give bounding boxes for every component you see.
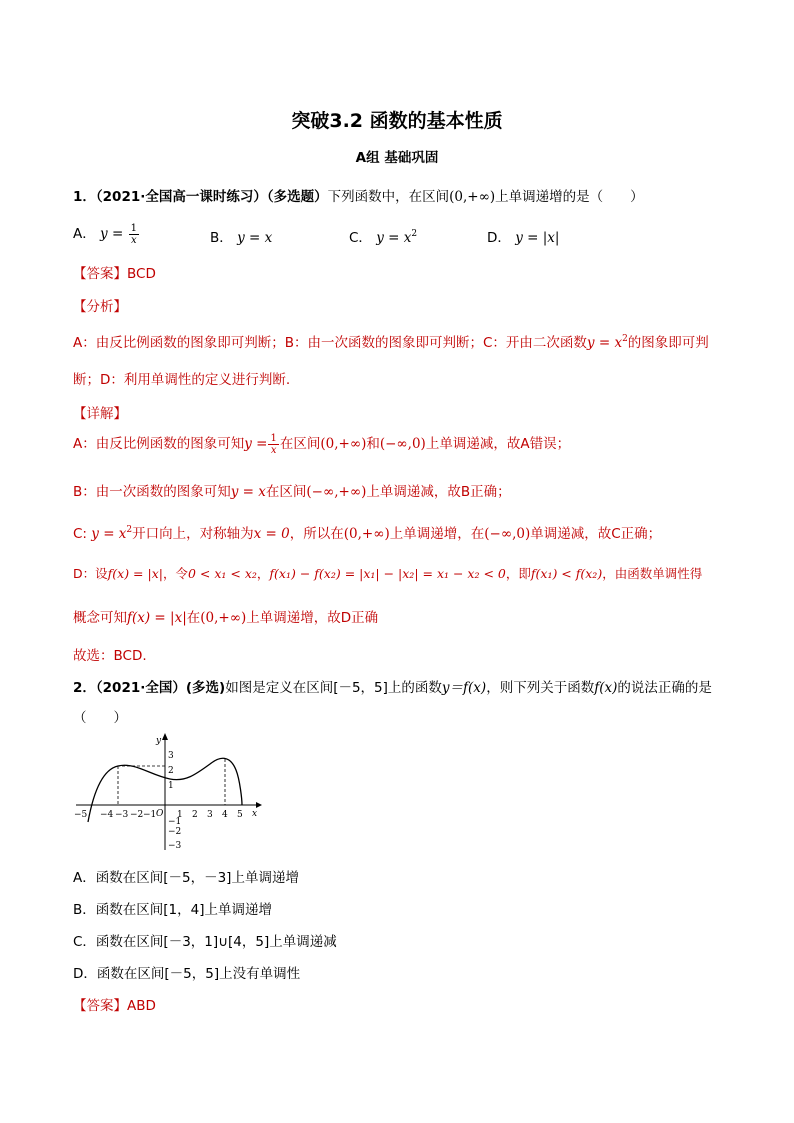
detail-text: 在区间 bbox=[265, 484, 307, 500]
detail-text: 在 bbox=[186, 610, 201, 626]
y-axis-label: y bbox=[156, 736, 162, 746]
superscript: 2 bbox=[622, 334, 628, 344]
question-number: 1． bbox=[73, 189, 96, 205]
x-tick: −5 bbox=[74, 810, 88, 820]
detail-text: ，所以在 bbox=[289, 526, 344, 542]
detail-text: 上单调递增，在 bbox=[389, 526, 485, 542]
interval-math: (0,+∞) bbox=[200, 610, 247, 626]
detail-text: 单调递减，故C正确； bbox=[530, 526, 662, 542]
detail-math: y = bbox=[244, 436, 268, 452]
detail-text: ，即 bbox=[505, 566, 531, 581]
question-2-stem bbox=[73, 676, 712, 696]
analysis-text: 的图象即可判 bbox=[627, 335, 709, 351]
question-text: ，则下列关于函数 bbox=[486, 680, 595, 696]
detail-math: 0 < x₁ < x₂ bbox=[187, 566, 257, 581]
detail-math: x = 0 bbox=[253, 526, 290, 542]
detail-text: 和 bbox=[366, 436, 380, 452]
detail-text: C: bbox=[73, 526, 87, 542]
fraction-numerator: 1 bbox=[130, 222, 137, 234]
answer-line bbox=[73, 262, 156, 282]
question-math: f(x) bbox=[594, 680, 618, 696]
fraction-denominator: x bbox=[270, 444, 277, 456]
detail-text: D：设 bbox=[73, 566, 108, 581]
y-tick: −2 bbox=[168, 827, 182, 837]
detail-math: f(x) = |x| bbox=[127, 610, 187, 626]
fraction bbox=[268, 433, 278, 456]
x-tick: 3 bbox=[207, 810, 213, 820]
x-tick: 4 bbox=[222, 810, 228, 820]
y-axis-arrow-icon bbox=[162, 733, 168, 740]
option-label: C． bbox=[349, 230, 372, 246]
analysis-math: y = x bbox=[586, 335, 623, 351]
y-tick: −1 bbox=[168, 817, 182, 827]
x-axis-arrow-icon bbox=[256, 802, 262, 808]
detail-text: 开口向上，对称轴为 bbox=[132, 526, 254, 542]
detail-math: f(x) = |x| bbox=[107, 566, 163, 581]
question-1-stem bbox=[73, 185, 644, 205]
y-tick: 1 bbox=[168, 781, 174, 791]
fraction-denominator: x bbox=[130, 234, 137, 246]
section-heading: A组 基础巩固 bbox=[355, 150, 439, 166]
x-tick: −1 bbox=[143, 810, 157, 820]
detail-text: A：由反比例函数的图象可知 bbox=[73, 436, 245, 452]
analysis-text: A：由反比例函数的图象即可判断；B：由一次函数的图象即可判断；C：开由二次函数 bbox=[73, 335, 587, 351]
analysis-line-1 bbox=[73, 331, 709, 351]
interval-math: (0,+∞) bbox=[449, 189, 496, 205]
x-tick: 5 bbox=[237, 810, 243, 820]
page-title: 突破3.2 函数的基本性质 bbox=[291, 110, 503, 132]
question-number: 2． bbox=[73, 680, 96, 696]
question-text: 下列函数中，在区间 bbox=[327, 189, 450, 205]
question-text-end: 上单调递增的是（ ） bbox=[495, 189, 644, 205]
detail-text: 概念可知 bbox=[73, 610, 127, 626]
option-label: D． bbox=[487, 230, 511, 246]
detail-a bbox=[73, 432, 570, 456]
detail-d bbox=[73, 564, 702, 582]
option-label: A． bbox=[73, 226, 96, 242]
answer-blank: （ ） bbox=[73, 710, 127, 726]
origin-label: O bbox=[156, 809, 164, 819]
x-axis-label: x bbox=[252, 809, 258, 819]
answer-value: BCD bbox=[127, 266, 156, 282]
x-tick: −4 bbox=[100, 810, 114, 820]
detail-label: 【详解】 bbox=[73, 406, 127, 422]
q2-option-d: D．函数在区间[－5，5]上没有单调性 bbox=[73, 966, 301, 982]
interval-math: (−∞,0) bbox=[484, 526, 531, 542]
detail-math: y = x bbox=[230, 484, 266, 500]
detail-c bbox=[73, 522, 661, 542]
question-text: 的说法正确的是 bbox=[617, 680, 712, 696]
answer-label: 【答案】 bbox=[73, 266, 127, 282]
detail-text: 在区间 bbox=[279, 436, 321, 452]
detail-math: y = x bbox=[91, 526, 127, 542]
interval-math: (0,+∞) bbox=[320, 436, 367, 452]
fraction bbox=[129, 223, 139, 246]
option-d bbox=[487, 226, 559, 246]
detail-text: 上单调递减，故A错误； bbox=[425, 436, 571, 452]
q2-option-a: A．函数在区间[－5，－3]上单调递增 bbox=[73, 870, 299, 886]
detail-text: B：由一次函数的图象可知 bbox=[73, 484, 231, 500]
option-b bbox=[210, 226, 272, 246]
option-label: B． bbox=[210, 230, 233, 246]
question-source: （2021·全国高一课时练习）（多选题） bbox=[95, 189, 328, 205]
x-tick: −3 bbox=[115, 810, 129, 820]
conclusion: 故选：BCD. bbox=[73, 648, 147, 664]
detail-b bbox=[73, 480, 511, 500]
detail-text: 上单调递增，故D正确 bbox=[246, 610, 379, 626]
fraction-numerator: 1 bbox=[270, 432, 277, 444]
x-tick: 2 bbox=[192, 810, 198, 820]
option-math: y = bbox=[100, 226, 124, 242]
analysis-label: 【分析】 bbox=[73, 299, 127, 315]
option-a bbox=[73, 222, 140, 246]
interval-math: (−∞,+∞) bbox=[306, 484, 367, 500]
option-math: y = |x| bbox=[515, 230, 560, 246]
x-tick: 1 bbox=[177, 810, 183, 820]
analysis-line-2: 断；D：利用单调性的定义进行判断. bbox=[73, 372, 291, 388]
answer-label: 【答案】 bbox=[73, 998, 127, 1014]
question-math: y＝f(x) bbox=[441, 680, 487, 696]
answer-value: ABD bbox=[127, 998, 156, 1014]
detail-text: ，令 bbox=[162, 566, 188, 581]
detail-text: ， bbox=[256, 566, 270, 581]
q2-option-b: B．函数在区间[1，4]上单调递增 bbox=[73, 902, 272, 918]
detail-d-continued bbox=[73, 606, 378, 626]
q2-option-c: C．函数在区间[－3，1]∪[4，5]上单调递减 bbox=[73, 934, 337, 950]
function-graph bbox=[70, 730, 270, 855]
q2-answer-line bbox=[73, 994, 156, 1014]
detail-text: ，由函数单调性得 bbox=[602, 566, 703, 581]
question-source: （2021·全国）(多选) bbox=[95, 680, 226, 696]
option-math: y = x bbox=[376, 230, 412, 246]
option-math: y = x bbox=[237, 230, 273, 246]
y-tick: 3 bbox=[168, 751, 174, 761]
superscript: 2 bbox=[126, 525, 133, 535]
option-c bbox=[349, 226, 417, 246]
detail-math: f(x₁) − f(x₂) = |x₁| − |x₂| = x₁ − x₂ < 0 bbox=[269, 566, 506, 581]
x-tick: −2 bbox=[130, 810, 144, 820]
detail-text: 上单调递减，故B正确； bbox=[366, 484, 511, 500]
interval-math: (−∞,0) bbox=[379, 436, 426, 452]
y-tick: 2 bbox=[168, 766, 174, 776]
interval-math: (0,+∞) bbox=[343, 526, 390, 542]
detail-math: f(x₁) < f(x₂) bbox=[530, 566, 603, 581]
superscript: 2 bbox=[411, 229, 418, 239]
y-tick: −3 bbox=[168, 841, 182, 851]
question-text: 如图是定义在区间[－5，5]上的函数 bbox=[225, 680, 442, 696]
